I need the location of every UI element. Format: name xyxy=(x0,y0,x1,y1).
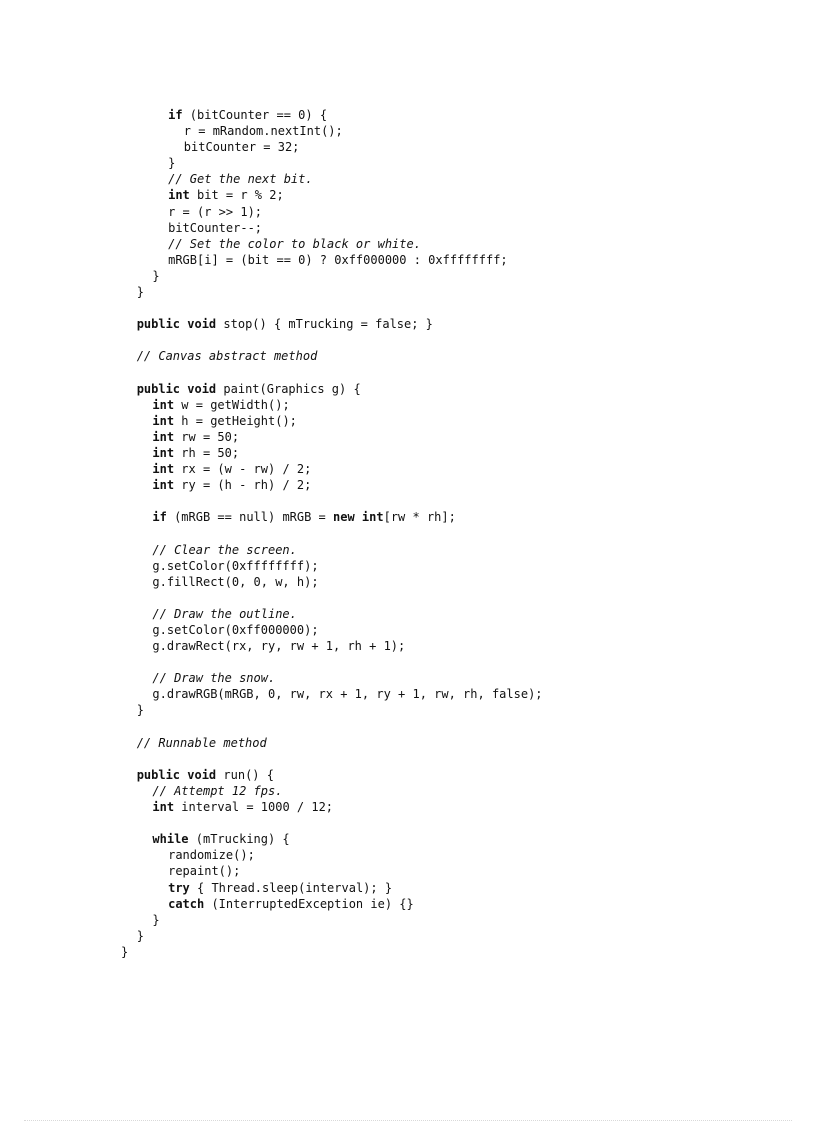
code-text: } xyxy=(136,928,144,943)
code-text: stop() { mTrucking = false; } xyxy=(216,317,433,332)
blank-line xyxy=(0,719,816,735)
code-line xyxy=(0,574,816,590)
code-comment: // Draw the outline. xyxy=(152,606,297,621)
code-keyword: public void xyxy=(136,317,217,332)
code-line xyxy=(0,445,816,461)
code-text: run() { xyxy=(216,767,274,782)
code-text: g.fillRect(0, 0, w, h); xyxy=(152,574,319,589)
code-line xyxy=(0,686,816,702)
code-comment: // Clear the screen. xyxy=(152,542,297,557)
blank-line xyxy=(0,751,816,767)
code-text: r = mRandom.nextInt(); xyxy=(183,124,343,139)
code-line xyxy=(0,381,816,397)
code-text: bitCounter = 32; xyxy=(183,140,300,155)
code-comment: // Runnable method xyxy=(136,735,267,750)
code-line xyxy=(0,171,816,187)
code-line xyxy=(0,928,816,944)
code-keyword: public void xyxy=(136,381,217,396)
code-text: rh = 50; xyxy=(174,445,240,460)
code-listing xyxy=(0,107,816,960)
code-text: randomize(); xyxy=(168,848,255,863)
blank-line xyxy=(0,365,816,381)
code-comment: // Attempt 12 fps. xyxy=(152,783,283,798)
code-line xyxy=(0,155,816,171)
code-line xyxy=(0,702,816,718)
code-text: (bitCounter == 0) { xyxy=(182,108,328,122)
code-text: (mTrucking) { xyxy=(188,832,290,847)
code-keyword: int xyxy=(168,188,190,203)
code-line xyxy=(0,348,816,364)
code-text: { Thread.sleep(interval); } xyxy=(189,880,393,895)
code-text: rx = (w - rw) / 2; xyxy=(174,462,312,477)
code-line xyxy=(0,912,816,928)
page-bottom-rule xyxy=(24,1120,792,1121)
blank-line xyxy=(0,590,816,606)
code-line xyxy=(0,509,816,525)
code-line xyxy=(0,799,816,815)
code-line xyxy=(0,429,816,445)
code-line xyxy=(0,542,816,558)
code-keyword: try xyxy=(168,880,190,895)
code-keyword: new int xyxy=(333,510,384,525)
code-line xyxy=(0,558,816,574)
code-line xyxy=(0,316,816,332)
code-text: (InterruptedException ie) {} xyxy=(204,896,414,911)
code-comment: // Get the next bit. xyxy=(168,172,313,187)
code-text: g.drawRGB(mRGB, 0, rw, rx + 1, ry + 1, rw, rh, false); xyxy=(152,687,543,702)
code-keyword: int xyxy=(152,800,175,815)
blank-line xyxy=(0,815,816,831)
code-line xyxy=(0,831,816,847)
code-line xyxy=(0,252,816,268)
code-text: ry = (h - rh) / 2; xyxy=(174,478,312,493)
code-text: paint(Graphics g) { xyxy=(216,381,361,396)
code-line xyxy=(0,880,816,896)
code-text: repaint(); xyxy=(168,864,241,879)
code-keyword: if xyxy=(168,108,183,122)
code-keyword: int xyxy=(152,462,175,477)
code-text: g.drawRect(rx, ry, rw + 1, rh + 1); xyxy=(152,639,406,654)
code-line xyxy=(0,606,816,622)
code-text: } xyxy=(121,944,129,959)
code-text: g.setColor(0xffffffff); xyxy=(152,558,319,573)
code-keyword: while xyxy=(152,832,189,847)
code-text: } xyxy=(168,156,176,171)
code-text: r = (r >> 1); xyxy=(168,204,263,219)
code-text: w = getWidth(); xyxy=(174,397,290,412)
code-line xyxy=(0,767,816,783)
code-line xyxy=(0,461,816,477)
blank-line xyxy=(0,493,816,509)
code-keyword: public void xyxy=(136,767,217,782)
blank-line xyxy=(0,332,816,348)
code-keyword: catch xyxy=(168,896,205,911)
code-line xyxy=(0,413,816,429)
code-line xyxy=(0,268,816,284)
blank-line xyxy=(0,654,816,670)
code-keyword: if xyxy=(152,510,167,525)
code-text: (mRGB == null) mRGB = xyxy=(166,510,334,525)
code-line xyxy=(0,284,816,300)
code-text: rw = 50; xyxy=(174,429,240,444)
code-line xyxy=(0,735,816,751)
code-line xyxy=(0,477,816,493)
code-text: } xyxy=(136,703,144,718)
code-text: bitCounter--; xyxy=(168,220,263,235)
code-text: mRGB[i] = (bit == 0) ? 0xff000000 : 0xffffffff; xyxy=(168,252,508,267)
code-text: g.setColor(0xff000000); xyxy=(152,623,319,637)
code-line xyxy=(0,220,816,236)
code-line xyxy=(0,236,816,252)
code-keyword: int xyxy=(152,429,175,444)
blank-line xyxy=(0,525,816,541)
code-line xyxy=(0,896,816,912)
code-line xyxy=(0,187,816,203)
code-keyword: int xyxy=(152,445,175,460)
code-comment: // Canvas abstract method xyxy=(136,349,318,364)
code-line xyxy=(0,638,816,654)
code-text: h = getHeight(); xyxy=(174,413,297,428)
code-line xyxy=(0,670,816,686)
code-keyword: int xyxy=(152,478,175,493)
code-text: } xyxy=(136,285,144,300)
blank-line xyxy=(0,300,816,316)
code-text: interval = 1000 / 12; xyxy=(174,800,334,815)
code-comment: // Draw the snow. xyxy=(152,671,276,686)
code-keyword: int xyxy=(152,413,175,428)
code-line xyxy=(0,397,816,413)
code-line xyxy=(0,123,816,139)
code-line xyxy=(0,622,816,638)
code-keyword: int xyxy=(152,397,175,412)
code-text: [rw * rh]; xyxy=(383,510,456,525)
code-line xyxy=(0,107,816,123)
code-comment: // Set the color to black or white. xyxy=(168,236,421,251)
code-line xyxy=(0,204,816,220)
code-text: bit = r % 2; xyxy=(189,188,284,203)
code-line xyxy=(0,863,816,879)
code-line xyxy=(0,944,816,960)
code-line xyxy=(0,139,816,155)
code-line xyxy=(0,783,816,799)
code-line xyxy=(0,847,816,863)
code-text: } xyxy=(152,912,160,927)
code-text: } xyxy=(152,268,160,283)
